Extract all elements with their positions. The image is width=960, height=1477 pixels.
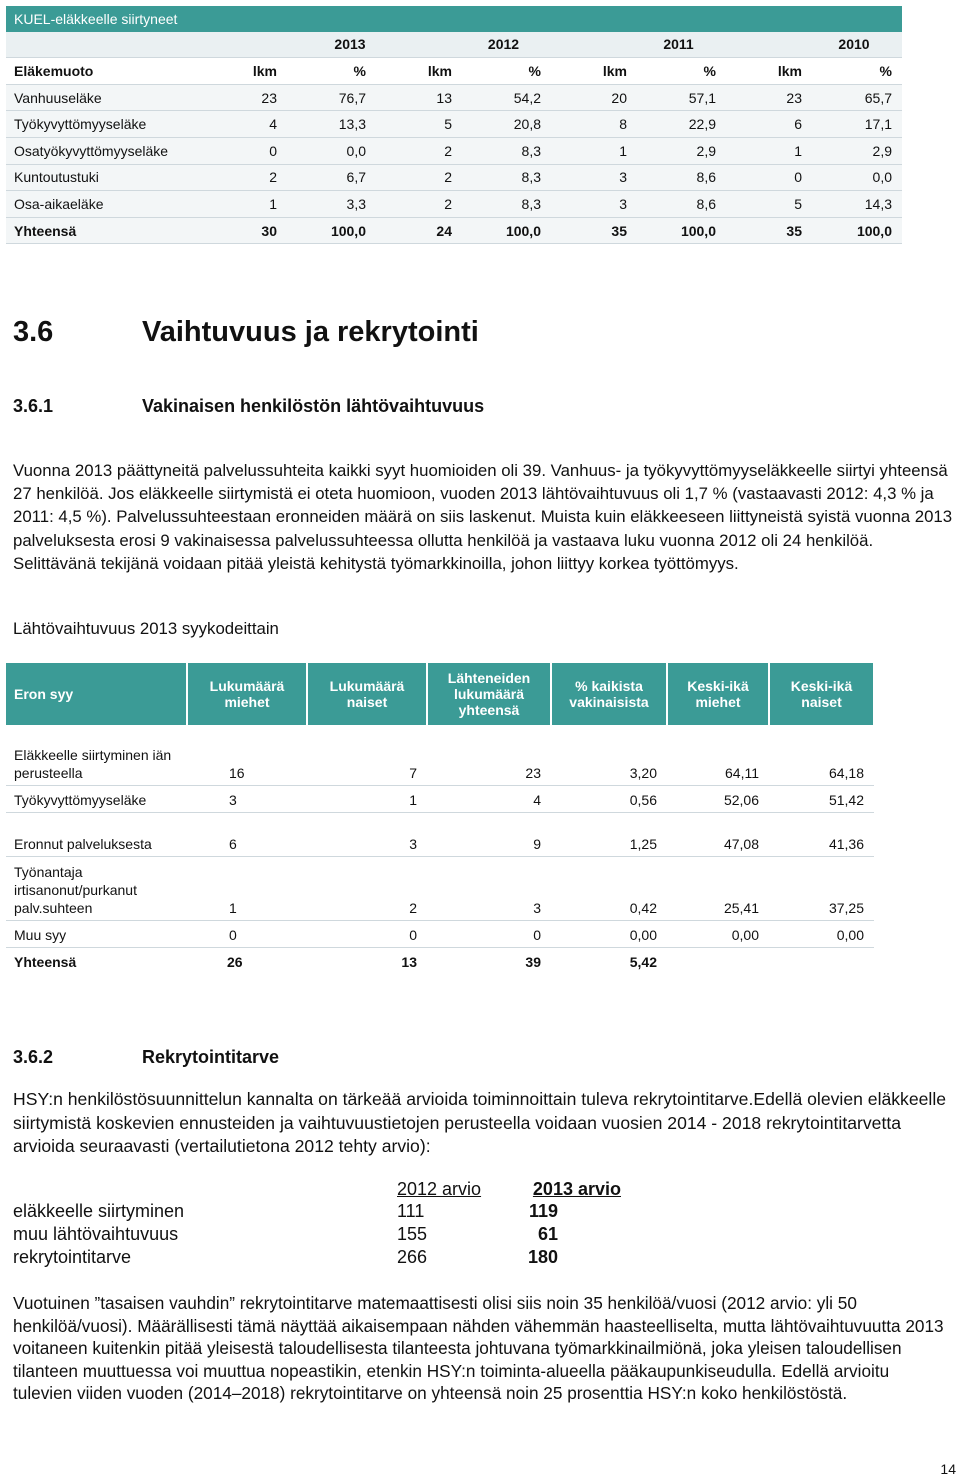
lv-table-caption: Lähtövaihtuvuus 2013 syykodeittain [13,619,279,638]
column-header: Eron syy [6,663,187,725]
page-number: 14 [940,1461,956,1477]
column-header: Eläkemuoto [6,58,244,85]
table-total-row: Yhteensä 26 13 39 5,42 [14,954,657,970]
value-2013: 180 [527,1247,558,1267]
kuel-caption-row [6,6,902,32]
turnover-table [6,663,875,974]
table-row: Kuntoutustuki 2 6,7 2 8,3 3 8,6 0 0,0 [6,164,902,191]
row-label: eläkkeelle siirtyminen [13,1201,185,1221]
section-number-3-6-1: 3.6.1 [13,396,54,416]
table-row: Osa-aikaeläke 1 3,3 2 8,3 3 8,6 5 14,3 [6,191,902,218]
value-2013: 119 [528,1201,558,1221]
paragraph-1: Vuonna 2013 päättyneitä palvelussuhteita kaikki syyt huomioiden oli 39. Vanhuus- ja työkyvyttömyyseläkkeelle siirtyi yhteensä 27 henkilöä. Jos eläkkeelle siirtymistä ei oteta huomioon, vuoden 2013 lähtövaihtuvuus oli 1,7 % (vastaavasti 2012: 4,3 % ja 2011: 4,5 %). Palvelussuhteestaan eronneiden määrä on siis laskenut. Muista kuin eläkkeeseen liittyneistä syistä vuonna 2013 palveluksesta erosi 9 vakinaisessa palvelussuhteessa ollutta henkilöä ja vastaava luku vuonna 2012 oli 24 henkilöä. Selittävänä tekijänä voidaan pitää yleistä kehitystä työmarkkinoilla, johon liittyy korkea työttömyys. [13,461,953,573]
column-header: Lukumäärä naiset [307,663,427,725]
column-header: % kaikista vakinaisista [551,663,667,725]
year-2012: 2012 [376,32,551,58]
section-title-3-6-1: Vakinaisen henkilöstön lähtövaihtuvuus [142,396,485,416]
column-header: lkm [551,58,637,85]
section-title-3-6-2: Rekrytointitarve [142,1047,280,1067]
table-total-row: Yhteensä 30 100,0 24 100,0 35 100,0 35 100,0 [6,217,902,244]
column-header: Lähteneiden lukumäärä yhteensä [427,663,551,725]
column-header-2012: 2012 arvio [397,1179,482,1199]
column-header: % [637,58,726,85]
kuel-year-row [6,32,902,58]
value-2012: 266 [397,1247,428,1267]
value-2012: 111 [397,1201,425,1221]
column-header: Keski-ikä naiset [769,663,874,725]
column-header: lkm [376,58,462,85]
column-header: % [287,58,376,85]
table-row: Muu syy 0 0 0 0,00 0,00 0,00 [6,920,874,947]
kuel-header-row [6,58,902,85]
table-row: Työkyvyttömyyseläke 4 13,3 5 20,8 8 22,9 6 17,1 [6,111,902,138]
section-number-3-6-2: 3.6.2 [13,1047,54,1067]
column-header: % [462,58,551,85]
year-2013: 2013 [244,32,376,58]
section-number-3-6: 3.6 [13,316,54,348]
table-row: Työkyvyttömyyseläke 3 1 4 0,56 52,06 51,42 [6,785,874,812]
turnover-header-row [6,663,874,725]
column-header: % [812,58,902,85]
table-row: Osatyökyvyttömyyseläke 0 0,0 2 8,3 1 2,9 1 2,9 [6,137,902,164]
row-label: muu lähtövaihtuvuus [13,1224,179,1244]
column-header-2013: 2013 arvio [532,1179,621,1199]
section-title-3-6: Vaihtuvuus ja rekrytointi [142,316,479,348]
value-2013: 61 [537,1224,558,1244]
paragraph-2: HSY:n henkilöstösuunnittelun kannalta on tärkeää arvioida toiminnoittain tuleva rekrytointitarve.Edellä olevien eläkkeelle siirtymistä koskevien ennusteiden ja vaihtuvuustietojen perusteella voidaan vuosien 2014 - 2018 rekrytointitarvetta arvioida seuraavasti (vertailutietona 2012 tehty arvio): [13,1089,947,1156]
column-header: Keski-ikä miehet [667,663,769,725]
column-header: Lukumäärä miehet [187,663,307,725]
kuel-caption: KUEL-eläkkeelle siirtyneet [6,6,902,32]
table-row: Vanhuuseläke 23 76,7 13 54,2 20 57,1 23 65,7 [6,84,902,111]
paragraph-3: Vuotuinen ”tasaisen vauhdin” rekrytointitarve matemaattisesti olisi siis noin 35 henkilöä/vuosi (2012 arvio: yli 50 henkilöä/vuosi). Määrällisesti tämä näyttää aikaisempaan nähden vähemmän haasteelliselta, mutta lähtövaihtuvuutta 2013 voitaneen kuitenkin pitää yleisestä taloudellisesta tilanteesta johtuvana työmarkkinailmiönä, joka yleisen taloudellisen tilanteen muuttuessa voi muuttua nopeastikin, etenkin HSY:n toiminta-alueella pääkaupunkiseudulla. Edellä arvioitu tulevien viiden vuoden (2014–2018) rekrytointitarve on yhteensä noin 25 prosenttia HSY:n koko henkilöstöstä. [13,1293,944,1404]
kuel-table [6,6,902,244]
year-2010: 2010 [726,32,902,58]
value-2012: 155 [397,1224,428,1244]
year-2011: 2011 [551,32,726,58]
column-header: lkm [244,58,287,85]
table-row: Eläkkeelle siirtyminen iän perusteella 16 7 23 3,20 64,11 64,18 [6,725,874,785]
column-header: lkm [726,58,812,85]
table-row: Työnantaja irtisanonut/purkanut palv.suhteen 1 2 3 0,42 25,41 37,25 [6,856,874,920]
table-row: Eronnut palveluksesta 6 3 9 1,25 47,08 41,36 [6,812,874,856]
row-label: rekrytointitarve [13,1247,132,1267]
